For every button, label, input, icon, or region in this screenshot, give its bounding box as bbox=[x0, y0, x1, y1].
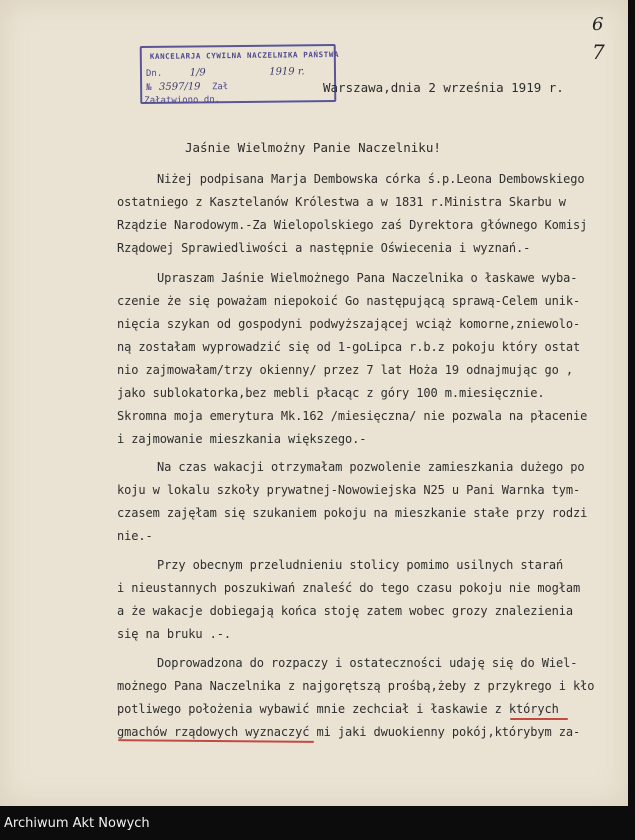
stamp-settled-line: Załatwiono dn. bbox=[144, 95, 221, 106]
body-line: potliwego położenia wybawić mnie zechciał i łaskawie z których bbox=[117, 702, 559, 716]
folio-number-new: 7 bbox=[592, 40, 605, 64]
body-line: i zajmowanie mieszkania większego.- bbox=[117, 432, 367, 446]
stamp-date-value: 1/9 bbox=[189, 67, 206, 79]
archive-footer bbox=[0, 806, 635, 840]
stamp-attachment-label: Zał bbox=[211, 82, 229, 93]
body-line: nio zajmowałam/trzy okienny/ przez 7 lat Hoża 19 odnajmując go , bbox=[117, 363, 573, 377]
body-line: Skromna moja emerytura Mk.162 /miesięczna/ nie pozwala na płacenie bbox=[117, 409, 588, 423]
body-line: Na czas wakacji otrzymałam pozwolenie zamieszkania dużego po bbox=[157, 460, 585, 474]
body-line: Rządowej Sprawiedliwości a następnie Oświecenia i wyznań.- bbox=[117, 241, 531, 255]
stamp-year-value: 1919 r. bbox=[269, 66, 305, 78]
folio-number-old: 6 bbox=[592, 14, 604, 35]
body-line: koju w lokalu szkoły prywatnej-Nowowiejska N25 u Pani Warnka tym- bbox=[117, 483, 581, 497]
body-line: i nieustannych poszukiwań znaleść do tego czasu pokoju nie mogłam bbox=[117, 581, 581, 595]
body-line: Przy obecnym przeludnieniu stolicy pomimo usilnych starań bbox=[157, 558, 564, 572]
stamp-title: KANCELARJA CYWILNA NACZELNIKA PAŃSTWA bbox=[149, 49, 340, 61]
red-pencil-underline bbox=[510, 718, 568, 720]
stamp-number-value: 3597/19 bbox=[158, 81, 201, 93]
body-line: nięcia szykan od gospodyni podwyższającej wciąż komorne,zniewolo- bbox=[117, 317, 581, 331]
body-line: Niżej podpisana Marja Dembowska córka ś.p.Leona Dembowskiego bbox=[157, 172, 585, 186]
office-stamp bbox=[140, 44, 340, 106]
body-line: Doprowadzona do rozpaczy i ostateczności udaję się do Wiel- bbox=[157, 656, 578, 670]
body-line: Upraszam Jaśnie Wielmożnego Pana Naczelnika o łaskawe wyba- bbox=[157, 271, 578, 285]
red-pencil-underline bbox=[118, 739, 314, 743]
letter-date: Warszawa,dnia 2 września 1919 r. bbox=[323, 80, 564, 95]
body-line: czenie że się poważam niepokoić Go następującą sprawą-Celem unik- bbox=[117, 294, 581, 308]
body-line: ną zostałam wyprowadzić się od 1-goLipca r.b.z pokoju który ostat bbox=[117, 340, 581, 354]
archive-name: Archiwum Akt Nowych bbox=[4, 816, 150, 831]
body-line: czasem zajęłam się szukaniem pokoju na mieszkanie stałe przy rodzi bbox=[117, 506, 588, 520]
stamp-date-line bbox=[146, 66, 305, 79]
body-line: a że wakacje dobiegają końca stoję zatem wobec grozy znalezienia bbox=[117, 604, 573, 618]
stamp-number-line bbox=[146, 81, 228, 93]
letter-salutation: Jaśnie Wielmożny Panie Naczelniku! bbox=[185, 140, 441, 155]
stamp-number-label: № bbox=[146, 82, 152, 93]
body-line: jako sublokatorka,bez mebli płacąc z góry 100 m.miesięcznie. bbox=[117, 386, 545, 400]
body-line: się na bruku .-. bbox=[117, 627, 231, 641]
body-line: możnego Pana Naczelnika z najgorętszą prośbą,żeby z przykrego i kło bbox=[117, 679, 595, 693]
body-line: ostatniego z Kasztelanów Królestwa a w 1831 r.Ministra Skarbu w bbox=[117, 195, 566, 209]
body-line: Rządzie Narodowym.-Za Wielopolskiego zaś Dyrektora głównego Komisj bbox=[117, 218, 588, 232]
body-line: nie.- bbox=[117, 529, 153, 543]
body-line: gmachów rządowych wyznaczyć mi jaki dwuokienny pokój,którybym za- bbox=[117, 725, 581, 739]
stamp-date-label: Dn. bbox=[145, 68, 163, 79]
